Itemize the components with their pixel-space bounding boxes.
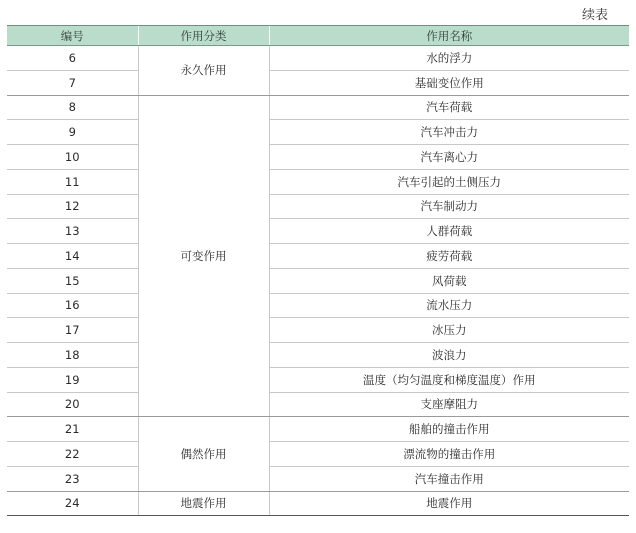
row-number: 6 bbox=[7, 46, 138, 71]
table-row bbox=[7, 417, 629, 442]
table-row bbox=[7, 169, 629, 194]
table-row bbox=[7, 145, 629, 170]
table-row bbox=[7, 268, 629, 293]
header-action-name: 作用名称 bbox=[269, 26, 629, 46]
action-name-cell: 漂流物的撞击作用 bbox=[269, 442, 629, 467]
table-body bbox=[7, 46, 629, 516]
category-cell: 偶然作用 bbox=[138, 417, 269, 491]
table-row bbox=[7, 194, 629, 219]
table-row bbox=[7, 343, 629, 368]
row-number: 19 bbox=[7, 367, 138, 392]
action-name-cell: 船舶的撞击作用 bbox=[269, 417, 629, 442]
table-row bbox=[7, 46, 629, 71]
action-name-cell: 温度（均匀温度和梯度温度）作用 bbox=[269, 367, 629, 392]
action-name-cell: 支座摩阻力 bbox=[269, 392, 629, 417]
action-classification-table bbox=[7, 25, 629, 516]
action-name-cell: 人群荷载 bbox=[269, 219, 629, 244]
table-row bbox=[7, 466, 629, 491]
row-number: 22 bbox=[7, 442, 138, 467]
row-number: 16 bbox=[7, 293, 138, 318]
row-number: 15 bbox=[7, 268, 138, 293]
action-name-cell: 波浪力 bbox=[269, 343, 629, 368]
row-number: 17 bbox=[7, 318, 138, 343]
table-continued-caption: 续表 bbox=[581, 8, 608, 23]
action-name-cell: 汽车引起的土侧压力 bbox=[269, 169, 629, 194]
table-row bbox=[7, 491, 629, 516]
action-name-cell: 冰压力 bbox=[269, 318, 629, 343]
row-number: 18 bbox=[7, 343, 138, 368]
row-number: 8 bbox=[7, 95, 138, 120]
table-row bbox=[7, 120, 629, 145]
header-category: 作用分类 bbox=[138, 26, 269, 46]
action-name-cell: 疲劳荷载 bbox=[269, 244, 629, 269]
action-name-cell: 汽车离心力 bbox=[269, 145, 629, 170]
action-name-cell: 汽车荷载 bbox=[269, 95, 629, 120]
row-number: 23 bbox=[7, 466, 138, 491]
table-row bbox=[7, 70, 629, 95]
action-name-cell: 流水压力 bbox=[269, 293, 629, 318]
row-number: 7 bbox=[7, 70, 138, 95]
table-row bbox=[7, 219, 629, 244]
table-row bbox=[7, 244, 629, 269]
header-number: 编号 bbox=[7, 26, 138, 46]
table-row bbox=[7, 367, 629, 392]
category-cell: 永久作用 bbox=[138, 46, 269, 96]
action-name-cell: 汽车撞击作用 bbox=[269, 466, 629, 491]
action-name-cell: 汽车制动力 bbox=[269, 194, 629, 219]
action-name-cell: 汽车冲击力 bbox=[269, 120, 629, 145]
category-cell: 地震作用 bbox=[138, 491, 269, 516]
row-number: 20 bbox=[7, 392, 138, 417]
action-name-cell: 风荷载 bbox=[269, 268, 629, 293]
table-row bbox=[7, 95, 629, 120]
table-header bbox=[7, 26, 629, 46]
category-cell: 可变作用 bbox=[138, 95, 269, 417]
table-row bbox=[7, 318, 629, 343]
row-number: 11 bbox=[7, 169, 138, 194]
action-name-cell: 水的浮力 bbox=[269, 46, 629, 71]
row-number: 10 bbox=[7, 145, 138, 170]
table-row bbox=[7, 392, 629, 417]
action-name-cell: 地震作用 bbox=[269, 491, 629, 516]
row-number: 9 bbox=[7, 120, 138, 145]
row-number: 12 bbox=[7, 194, 138, 219]
row-number: 14 bbox=[7, 244, 138, 269]
row-number: 24 bbox=[7, 491, 138, 516]
header-row bbox=[7, 26, 629, 46]
row-number: 21 bbox=[7, 417, 138, 442]
table-row bbox=[7, 442, 629, 467]
action-name-cell: 基础变位作用 bbox=[269, 70, 629, 95]
table-row bbox=[7, 293, 629, 318]
row-number: 13 bbox=[7, 219, 138, 244]
